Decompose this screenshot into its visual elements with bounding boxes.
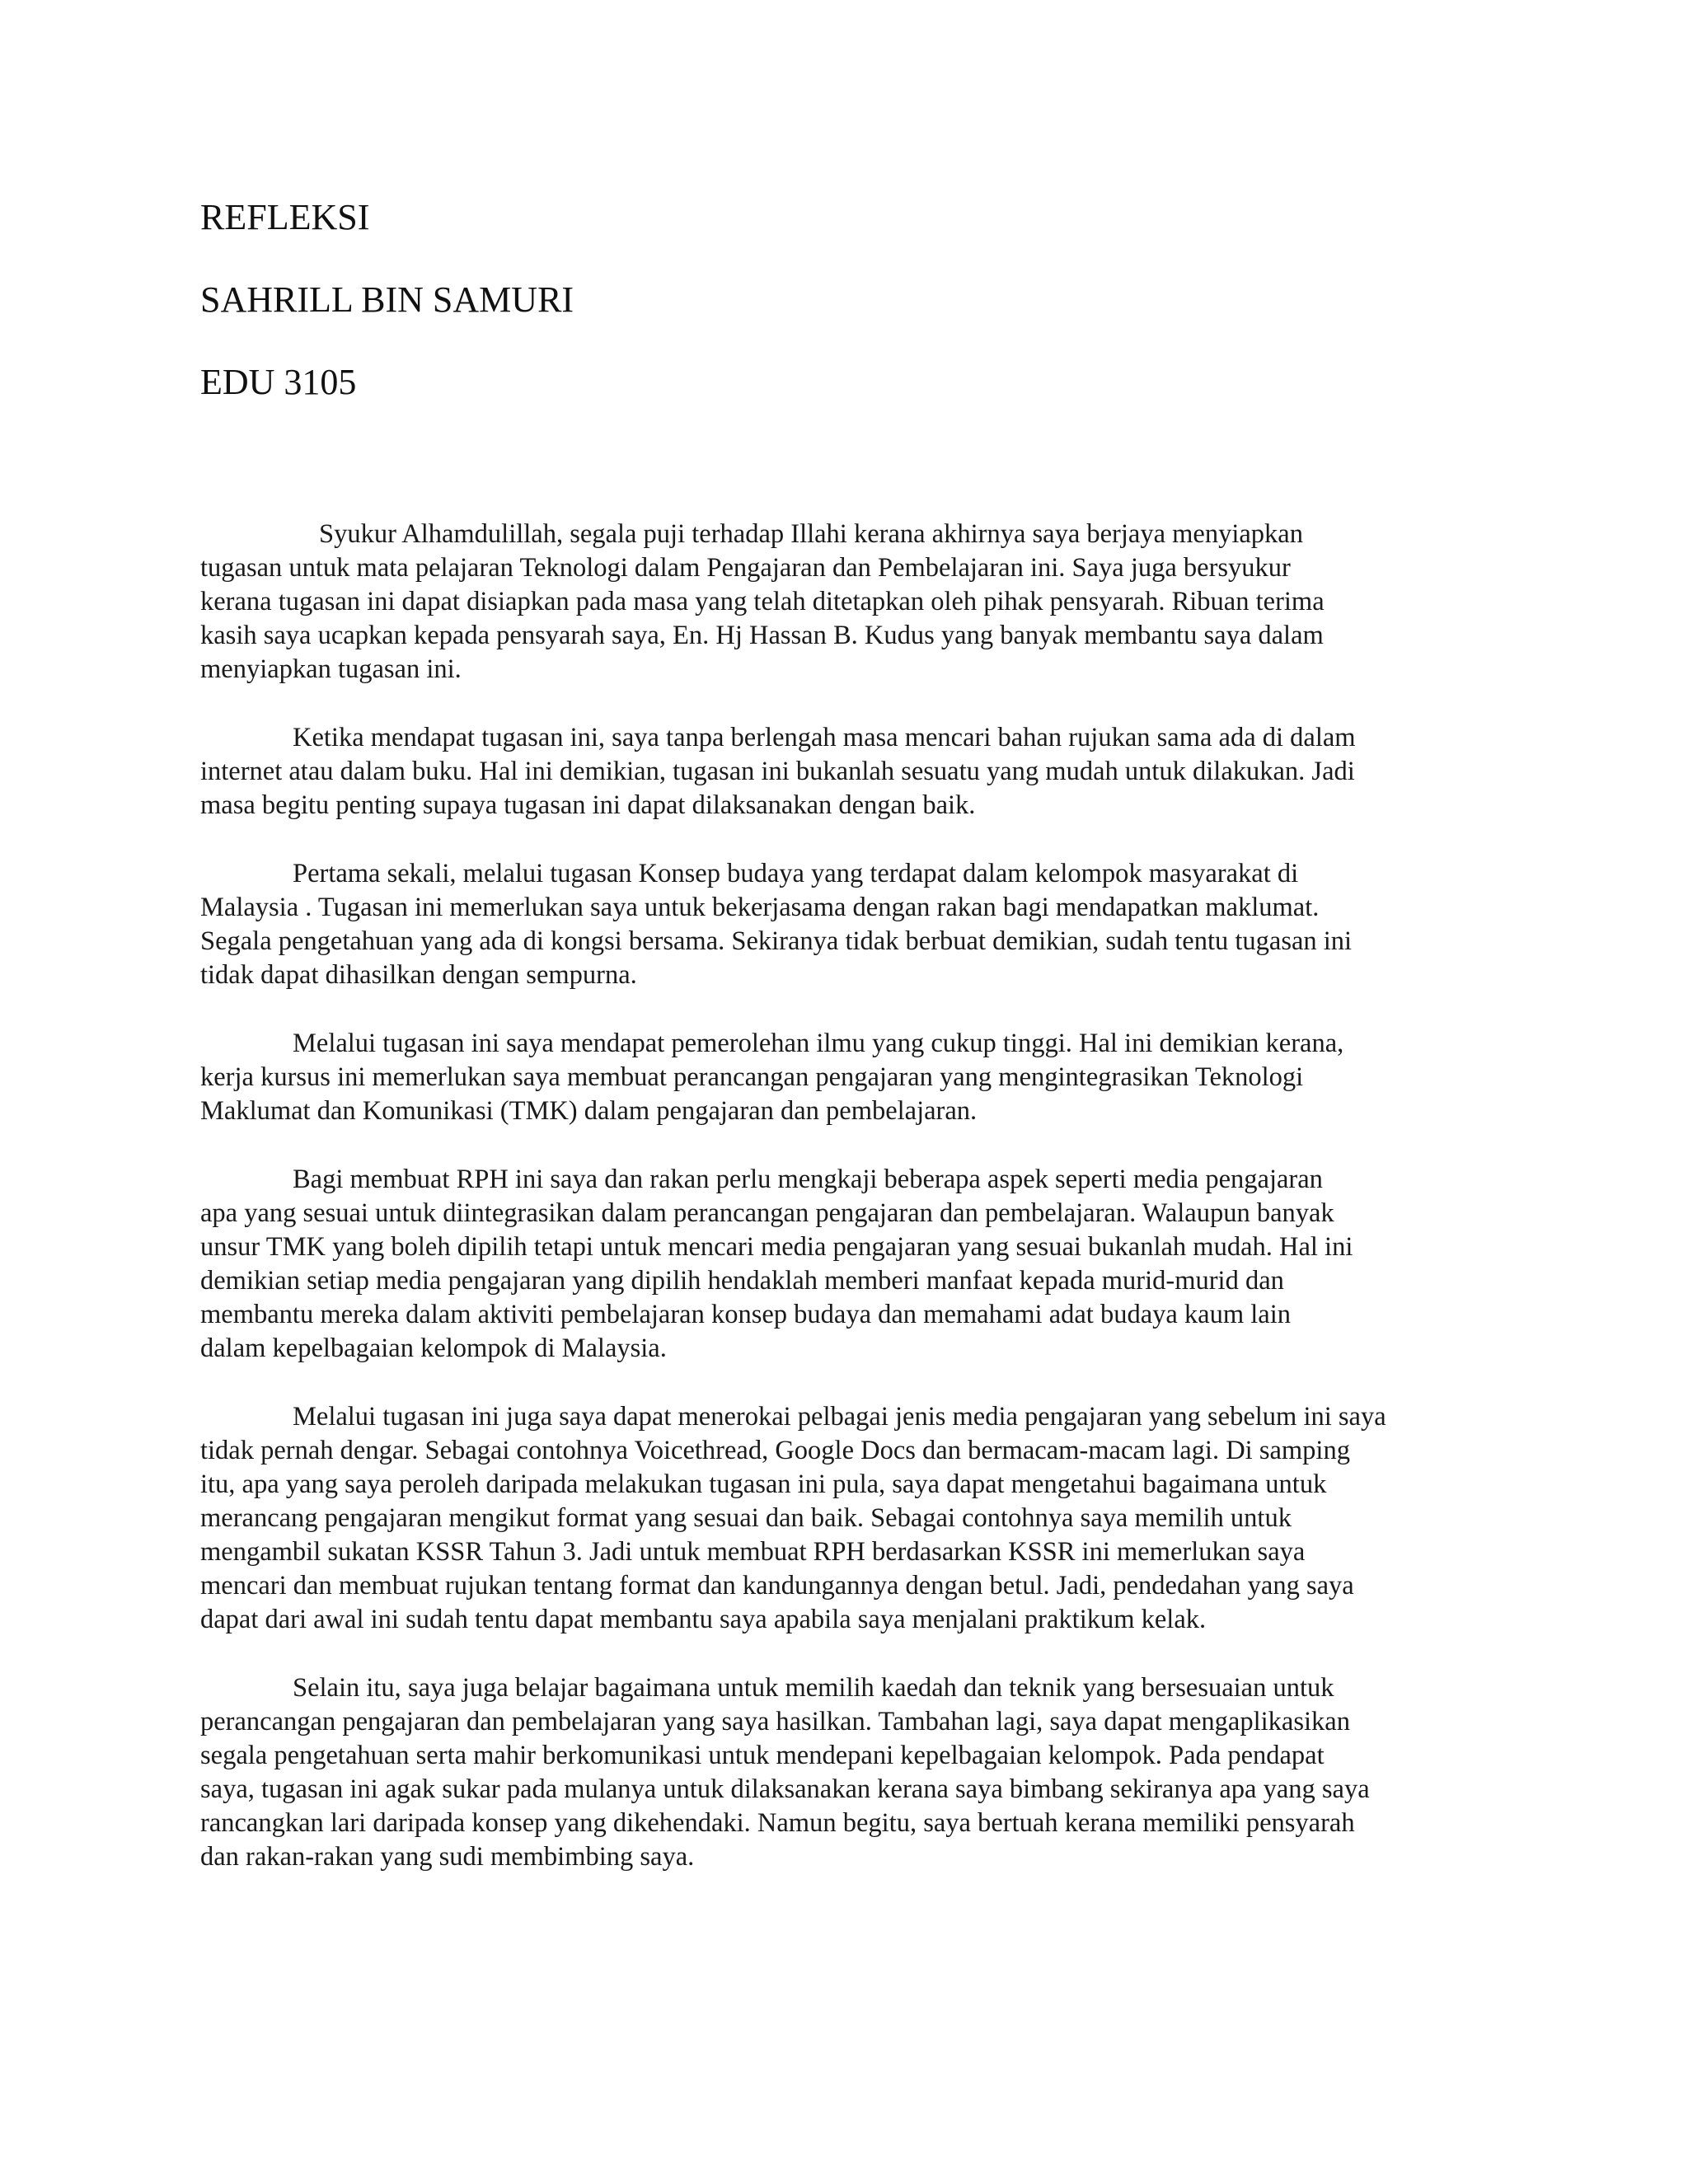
text-line: dalam kepelbagaian kelompok di Malaysia.	[200, 1333, 667, 1363]
text-line: Selain itu, saya juga belajar bagaimana untuk memilih kaedah dan teknik yang bersesuaian untuk	[293, 1673, 1334, 1703]
text-line: Pertama sekali, melalui tugasan Konsep budaya yang terdapat dalam kelompok masyarakat di	[293, 859, 1299, 888]
text-line: Maklumat dan Komunikasi (TMK) dalam pengajaran dan pembelajaran.	[200, 1096, 978, 1126]
paragraph	[200, 721, 1503, 823]
text-line: demikian setiap media pengajaran yang dipilih hendaklah memberi manfaat kepada murid-murid dan	[200, 1266, 1284, 1296]
text-line: internet atau dalam buku. Hal ini demikian, tugasan ini bukanlah sesuatu yang mudah untuk dilakukan. Jadi	[200, 757, 1355, 786]
text-line: masa begitu penting supaya tugasan ini dapat dilaksanakan dengan baik.	[200, 790, 976, 820]
text-line: perancangan pengajaran dan pembelajaran yang saya hasilkan. Tambahan lagi, saya dapat mengaplikasikan	[200, 1707, 1350, 1736]
text-line: unsur TMK yang boleh dipilih tetapi untuk mencari media pengajaran yang sesuai bukanlah mudah. Hal ini	[200, 1232, 1353, 1262]
text-line: mencari dan membuat rujukan tentang format dan kandungannya dengan betul. Jadi, pendedahan yang saya	[200, 1571, 1354, 1601]
text-line: Malaysia . Tugasan ini memerlukan saya untuk bekerjasama dengan rakan bagi mendapatkan maklumat.	[200, 893, 1320, 922]
document-body	[200, 518, 1503, 1909]
text-line: kasih saya ucapkan kepada pensyarah saya, En. Hj Hassan B. Kudus yang banyak membantu saya dalam	[200, 621, 1324, 650]
text-line: Segala pengetahuan yang ada di kongsi bersama. Sekiranya tidak berbuat demikian, sudah tentu tugasan ini	[200, 926, 1353, 956]
paragraph	[200, 857, 1503, 992]
text-line: mengambil sukatan KSSR Tahun 3. Jadi untuk membuat RPH berdasarkan KSSR ini memerlukan saya	[200, 1537, 1306, 1567]
text-line: apa yang sesuai untuk diintegrasikan dalam perancangan pengajaran dan pembelajaran. Walaupun banyak	[200, 1198, 1334, 1228]
text-line: kerja kursus ini memerlukan saya membuat perancangan pengajaran yang mengintegrasikan Teknologi	[200, 1062, 1304, 1092]
text-line: Ketika mendapat tugasan ini, saya tanpa berlengah masa mencari bahan rujukan sama ada di dalam	[293, 723, 1356, 752]
text-line: Syukur Alhamdulillah, segala puji terhadap Illahi kerana akhirnya saya berjaya menyiapkan	[319, 519, 1303, 549]
paragraph	[200, 518, 1503, 687]
document-title: REFLEKSI	[200, 197, 370, 237]
text-line: itu, apa yang saya peroleh daripada melakukan tugasan ini pula, saya dapat mengetahui bagaimana untuk	[200, 1469, 1327, 1499]
document-header	[200, 196, 1354, 443]
text-line: saya, tugasan ini agak sukar pada mulanya untuk dilaksanakan kerana saya bimbang sekiranya apa yang saya	[200, 1774, 1370, 1804]
text-line: Bagi membuat RPH ini saya dan rakan perlu mengkaji beberapa aspek seperti media pengajaran	[293, 1165, 1323, 1194]
text-line: Melalui tugasan ini juga saya dapat menerokai pelbagai jenis media pengajaran yang sebelum ini saya	[293, 1402, 1386, 1432]
text-line: tugasan untuk mata pelajaran Teknologi dalam Pengajaran dan Pembelajaran ini. Saya juga bersyukur	[200, 553, 1291, 583]
course-code: EDU 3105	[200, 362, 357, 402]
paragraph	[200, 1671, 1503, 1874]
text-line: kerana tugasan ini dapat disiapkan pada masa yang telah ditetapkan oleh pihak pensyarah. Ribuan terima	[200, 587, 1325, 616]
paragraph	[200, 1400, 1503, 1637]
text-line: dan rakan-rakan yang sudi membimbing saya.	[200, 1842, 695, 1872]
text-line: rancangkan lari daripada konsep yang dikehendaki. Namun begitu, saya bertuah kerana memiliki pensyarah	[200, 1808, 1355, 1838]
text-line: segala pengetahuan serta mahir berkomunikasi untuk mendepani kepelbagaian kelompok. Pada pendapat	[200, 1741, 1325, 1770]
text-line: dapat dari awal ini sudah tentu dapat membantu saya apabila saya menjalani praktikum kelak.	[200, 1605, 1207, 1634]
text-line: merancang pengajaran mengikut format yang sesuai dan baik. Sebagai contohnya saya memilih untuk	[200, 1503, 1292, 1533]
text-line: menyiapkan tugasan ini.	[200, 654, 462, 684]
text-line: membantu mereka dalam aktiviti pembelajaran konsep budaya dan memahami adat budaya kaum lain	[200, 1300, 1291, 1329]
paragraph	[200, 1027, 1503, 1128]
text-line: Melalui tugasan ini saya mendapat pemerolehan ilmu yang cukup tinggi. Hal ini demikian kerana,	[293, 1029, 1344, 1058]
author-name: SAHRILL BIN SAMURI	[200, 279, 574, 320]
paragraph	[200, 1163, 1503, 1366]
text-line: tidak dapat dihasilkan dengan sempurna.	[200, 960, 637, 990]
text-line: tidak pernah dengar. Sebagai contohnya Voicethread, Google Docs dan bermacam-macam lagi. Di samping	[200, 1436, 1350, 1465]
